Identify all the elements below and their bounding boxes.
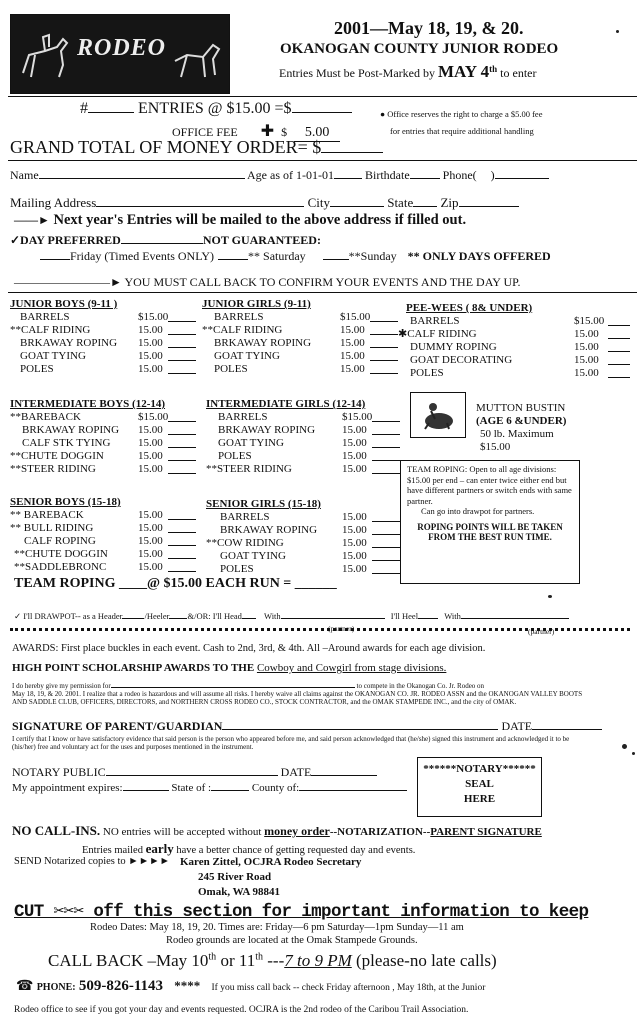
call-back-dates: CALL BACK –May 10th or 11th ---7 to 9 PM (please-no late calls) <box>48 951 497 970</box>
sheep-rider-icon <box>411 393 465 437</box>
days-row: Friday (Timed Events ONLY) ** Saturday **Sunday ** ONLY DAYS OFFERED <box>40 249 551 264</box>
address-row: Mailing Address City State Zip <box>10 195 519 211</box>
rodeo-grounds: Rodeo grounds are located at the Omak Stampede Grounds. <box>166 935 418 946</box>
mutton-bustin-image <box>410 392 466 438</box>
divider <box>8 96 637 97</box>
call-back-row: ————————► YOU MUST CALL BACK TO CONFIRM YOUR EVENTS AND THE DAY UP. <box>14 275 521 289</box>
scan-speck <box>622 744 627 749</box>
saturday-checkbox[interactable] <box>218 249 248 260</box>
notary-date-field[interactable] <box>311 765 377 776</box>
star-icon: ✱ <box>398 328 408 340</box>
send-to: SEND Notarized copies to ►►►► <box>14 856 170 867</box>
event-junior-girls: JUNIOR GIRLS (9-11) BARRELS $15.00 **CALF RIDING 15.00 BRKAWAY ROPING 15.00 GOAT TYING 15.00 POLES 15.00 <box>202 298 398 376</box>
appointment-row: My appointment expires: State of : County of: <box>12 780 407 794</box>
permission-row: I do hereby give my permission for to compete in the Okanogan Co. Jr. Rodeo on <box>12 682 485 690</box>
grand-total-row: GRAND TOTAL OF MONEY ORDER= $ <box>10 137 383 158</box>
entries-count-field[interactable] <box>88 102 134 113</box>
office-fee-value: 5.00 <box>294 125 340 142</box>
awards-line: AWARDS: First place buckles in each event. Cash to 2nd, 3rd, & 4th. All –Around awards for each age division. <box>12 643 486 654</box>
mutton-bustin: MUTTON BUSTIN (AGE 6 &UNDER) 50 lb. Maximum $15.00 <box>476 402 567 453</box>
mailed-early-row: Entries mailed early have a better chance of getting requested day and events. <box>82 841 416 856</box>
phone-row: ☎ PHONE: 509-826-1143 **** If you miss call back -- check Friday afternoon , May 18th, at the Junior <box>16 978 486 994</box>
notary-name-field[interactable] <box>106 765 278 776</box>
scan-speck <box>548 595 552 598</box>
rodeo-dates: Rodeo Dates: May 18, 19, 20. Times are: Friday—6 pm Saturday—1pm Sunday—11 am <box>90 922 464 933</box>
signature-field[interactable] <box>222 719 498 730</box>
birthdate-field[interactable] <box>410 168 440 179</box>
dotted-divider <box>10 628 630 637</box>
address-field[interactable] <box>96 196 304 207</box>
partner-label: (partner) <box>528 627 555 636</box>
phone-icon: ☎ <box>16 979 34 994</box>
signature-row: SIGNATURE OF PARENT/GUARDIAN DATE <box>12 719 602 734</box>
event-junior-boys: JUNIOR BOYS (9-11 ) BARRELS $15.00 **CALF RIDING 15.00 BRKAWAY ROPING 15.00 GOAT TYING 15.00 POLES 15.00 <box>10 298 196 376</box>
event-intermediate-girls: INTERMEDIATE GIRLS (12-14) BARRELS $15.00 BRKAWAY ROPING 15.00 GOAT TYING 15.00 POLES 15.00 **STEER RIDING 15.00 <box>206 398 400 476</box>
certify-text: I certify that I know or have satisfactory evidence that said person is the person who appeared before me, and said person acknowledged that (he/she) signed this instrument and acknowledged it to be (his/her) free and voluntary act for the uses and purposes mentioned in the instrument. <box>12 735 570 751</box>
name-field[interactable] <box>39 168 245 179</box>
plus-icon: ✚ <box>260 123 275 140</box>
office-fee-row: OFFICE FEE ✚ $ 5.00 <box>172 121 340 142</box>
arrow-right-icon: ————————► <box>14 275 122 289</box>
title-year: 2001—May 18, 19, & 20. <box>334 18 524 38</box>
participant-name-field[interactable] <box>111 681 355 688</box>
logo-text: RODEO <box>77 35 167 61</box>
phone-field[interactable] <box>495 168 549 179</box>
sunday-checkbox[interactable] <box>323 249 349 260</box>
arrow-right-icon: ——► <box>14 213 50 227</box>
notary-public-row: NOTARY PUBLIC DATE <box>12 765 377 780</box>
divider <box>8 160 637 161</box>
city-field[interactable] <box>330 196 384 207</box>
entries-deadline: Entries Must be Post-Marked by MAY 4th to enter <box>279 62 537 81</box>
entries-count-row: # ENTRIES @ $15.00 =$ <box>80 100 352 118</box>
zip-field[interactable] <box>459 196 519 207</box>
event-intermediate-boys: INTERMEDIATE BOYS (12-14) **BAREBACK $15.00 BRKAWAY ROPING 15.00 CALF STK TYING 15.00 **CHUTE DOGGIN 15.00 **STEER RIDING 15.00 <box>10 398 196 476</box>
horse-icon <box>169 31 225 87</box>
event-peewees: PEE-WEES ( 8& UNDER) BARRELS $15.00 ✱ CALF RIDING 15.00 DUMMY ROPING 15.00 GOAT DECORATING 15.00 POLES 15.00 <box>398 302 630 380</box>
notary-seal-box: ******NOTARY****** SEAL HERE <box>417 757 542 817</box>
age-field[interactable] <box>334 168 362 179</box>
bullet-icon: ● <box>380 109 386 119</box>
drawpot-row: ✓ I'll DRAWPOT-- as a Header /Heeler &/OR: I'll Head With I'll Heel With <box>14 608 569 622</box>
title-rodeo: OKANOGAN COUNTY JUNIOR RODEO <box>280 41 559 57</box>
cowboy-horse-icon <box>15 25 75 85</box>
event-senior-boys: SENIOR BOYS (15-18) ** BAREBACK 15.00 ** BULL RIDING 15.00 CALF ROPING 15.00 **CHUTE DOGGIN 15.00 **SADDLEBRONC 15.00 <box>10 496 196 574</box>
scan-speck <box>616 30 619 33</box>
last-line: Rodeo office to see if you got your day and events requested. OCJRA is the 2nd rodeo of the Caribou Trail Association. <box>14 1005 469 1015</box>
friday-checkbox[interactable] <box>40 249 70 260</box>
signature-date-field[interactable] <box>532 719 602 730</box>
grand-total-field[interactable] <box>321 142 383 153</box>
state-field[interactable] <box>413 196 437 207</box>
team-roping-line: TEAM ROPING ____@ $15.00 EACH RUN = ______ <box>14 576 337 591</box>
day-preferred-row: ✓DAY PREFERRED NOT GUARANTEED: <box>10 233 321 247</box>
entries-total-field[interactable] <box>292 102 352 113</box>
divider <box>8 292 637 293</box>
team-roping-info: TEAM ROPING: Open to all age divisions: $15.00 per end – can enter twice either end but have different partners or switch ends with same partner. Can go into drawpot for partners. ROPING POINTS WILL BE TAKEN FROM THE BEST RUN TIME. <box>400 460 580 584</box>
event-senior-girls: SENIOR GIRLS (15-18) BARRELS 15.00 BRKAWAY ROPING 15.00 **COW RIDING 15.00 GOAT TYING 15.00 POLES 15.00 <box>206 498 400 576</box>
no-callins-row: NO CALL-INS. NO entries will be accepted without money order--NOTARIZATION--PARENT SIGNATURE <box>12 823 542 838</box>
cut-banner: CUT ✂✂✂ off this section for important information to keep <box>14 902 589 922</box>
scholarship-line: HIGH POINT SCHOLARSHIP AWARDS TO THE Cowboy and Cowgirl from stage divisions. <box>12 662 447 674</box>
name-row: Name Age as of 1-01-01 Birthdate Phone( ) <box>10 168 549 183</box>
waiver-text: May 18, 19, & 20. 2001. I realize that a rodeo is hazardous and will assume all risks. I hereby waive all claims against the OKANOGAN CO. JR. RODEO ASSN and the OKANOGAN VALLEY BOOTS AND SADDLE CLUB, OFFICERS, DIRECTORS, and NORTHERN CROSS RODEO CO., STOCK CONTRACTOR, and the OMAK STAMPEDE INC., and the city of OMAK. <box>12 690 583 706</box>
office-note: ● Office reserves the right to charge a $5.00 fee for entries that require additional handling <box>380 109 543 136</box>
next-year-note: ——► Next year's Entries will be mailed to the above address if filled out. <box>14 212 467 228</box>
scan-speck <box>632 752 635 755</box>
partner-label: (partner) <box>328 624 355 633</box>
secretary-address: Karen Zittel, OCJRA Rodeo Secretary 245 River Road Omak, WA 98841 <box>180 856 362 898</box>
rodeo-logo <box>10 14 230 94</box>
